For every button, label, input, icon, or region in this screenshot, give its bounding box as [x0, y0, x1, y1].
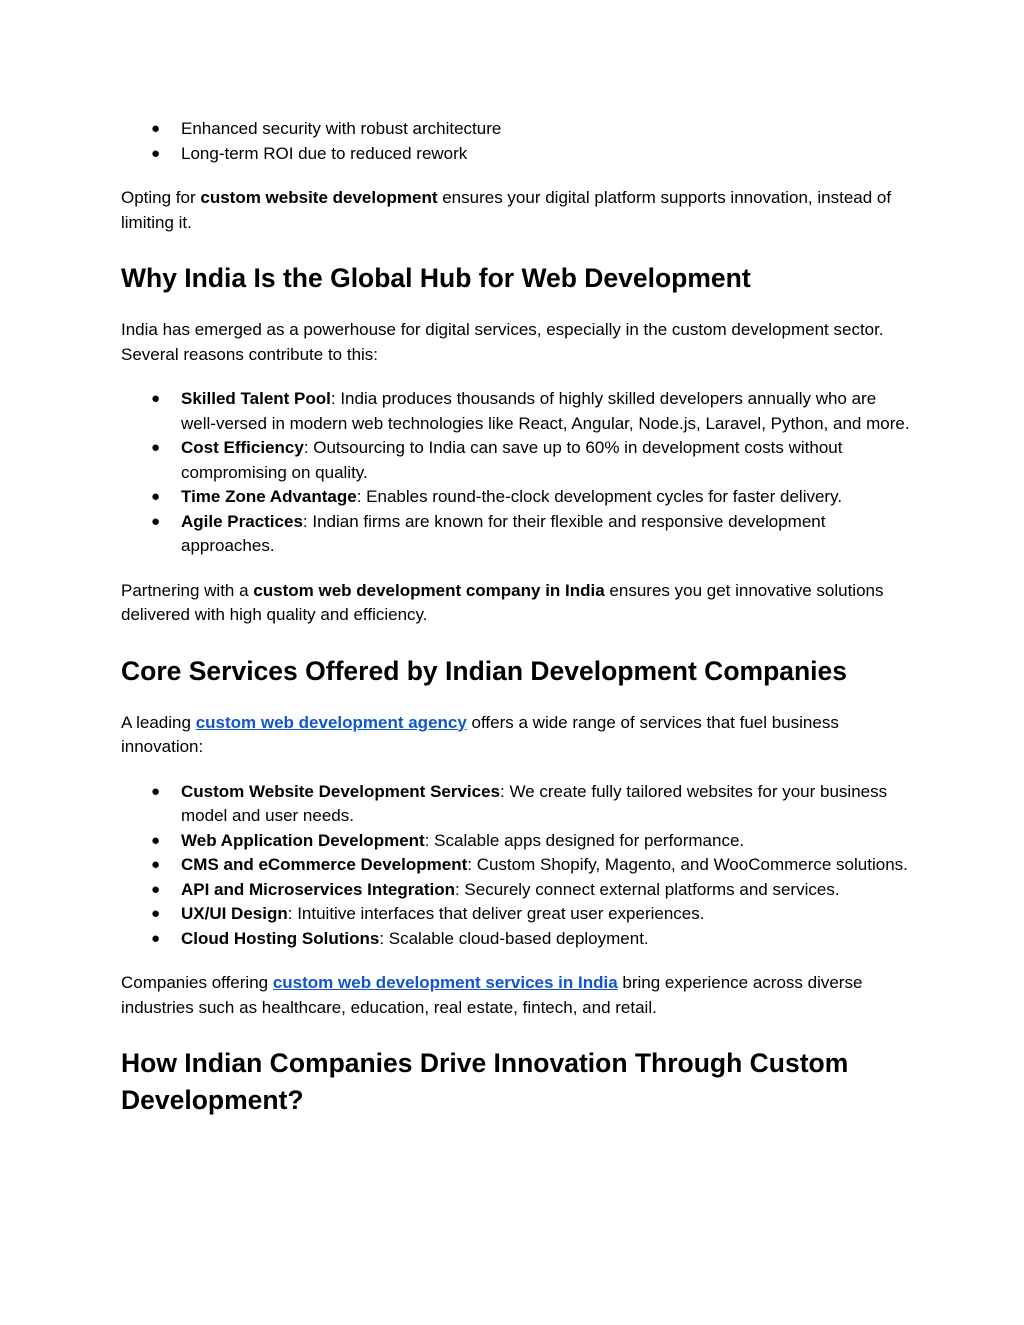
list-item: ● Cost Efficiency: Outsourcing to India can save up to 60% in development costs without compromising on quality. — [151, 438, 843, 482]
india-intro-paragraph: India has emerged as a powerhouse for digital services, especially in the custom development sector. Several reasons contribute to this: — [121, 320, 884, 364]
list-item: ● Long-term ROI due to reduced rework — [121, 142, 911, 167]
list-item: ● Web Application Development: Scalable apps designed for performance. — [121, 829, 911, 854]
bullet-icon: ● — [151, 390, 161, 407]
services-list — [121, 780, 911, 952]
bullet-icon: ● — [151, 929, 161, 947]
section-heading-core-services: Core Services Offered by Indian Development Companies — [121, 655, 848, 686]
india-reasons-list — [121, 387, 911, 559]
section-heading-innovation: How Indian Companies Drive Innovation Through Custom Development? — [121, 1048, 849, 1115]
list-item: ● Cloud Hosting Solutions: Scalable cloud-based deployment. — [121, 927, 911, 952]
list-item: ● Enhanced security with robust architecture — [121, 117, 911, 142]
opting-paragraph: Opting for custom website development ensures your digital platform supports innovation, instead of limiting it. — [121, 188, 892, 232]
companies-paragraph: Companies offering custom web development services in India bring experience across diverse industries such as healthcare, education, real estate, fintech, and retail. — [121, 973, 863, 1017]
document-page — [121, 117, 911, 1119]
bullet-icon: ● — [151, 856, 161, 873]
services-intro-paragraph: A leading custom web development agency offers a wide range of services that fuel business innovation: — [121, 712, 839, 756]
bullet-icon: ● — [151, 905, 161, 922]
intro-list — [121, 117, 911, 166]
bullet-icon: ● — [151, 880, 161, 898]
services-india-link[interactable]: custom web development services in India — [272, 973, 618, 992]
bullet-icon: ● — [151, 144, 161, 162]
bullet-icon: ● — [151, 831, 161, 849]
list-item: ● Custom Website Development Services: We create fully tailored websites for your business model and user needs. — [151, 781, 888, 825]
bullet-icon: ● — [151, 512, 161, 530]
bullet-icon: ● — [151, 782, 161, 800]
agency-link[interactable]: custom web development agency — [195, 712, 467, 732]
bullet-icon: ● — [151, 488, 161, 505]
list-item: ● Agile Practices: Indian firms are known for their flexible and responsive development approaches. — [151, 511, 826, 555]
list-item: ● UX/UI Design: Intuitive interfaces that deliver great user experiences. — [121, 902, 911, 927]
bullet-icon: ● — [151, 439, 161, 456]
list-item: ● Skilled Talent Pool: India produces thousands of highly skilled developers annually who are well-versed in modern web technologies like React, Angular, Node.js, Laravel, Python, and more. — [151, 389, 910, 433]
partnering-paragraph: Partnering with a custom web development company in India ensures you get innovative solutions delivered with high quality and efficiency. — [121, 580, 884, 624]
section-heading-india-hub: Why India Is the Global Hub for Web Development — [121, 263, 751, 293]
bullet-icon: ● — [151, 120, 161, 137]
list-item: ● CMS and eCommerce Development: Custom Shopify, Magento, and WooCommerce solutions. — [121, 853, 911, 878]
list-item: ● API and Microservices Integration: Securely connect external platforms and services. — [121, 878, 911, 903]
list-item: ● Time Zone Advantage: Enables round-the-clock development cycles for faster delivery. — [121, 485, 911, 510]
